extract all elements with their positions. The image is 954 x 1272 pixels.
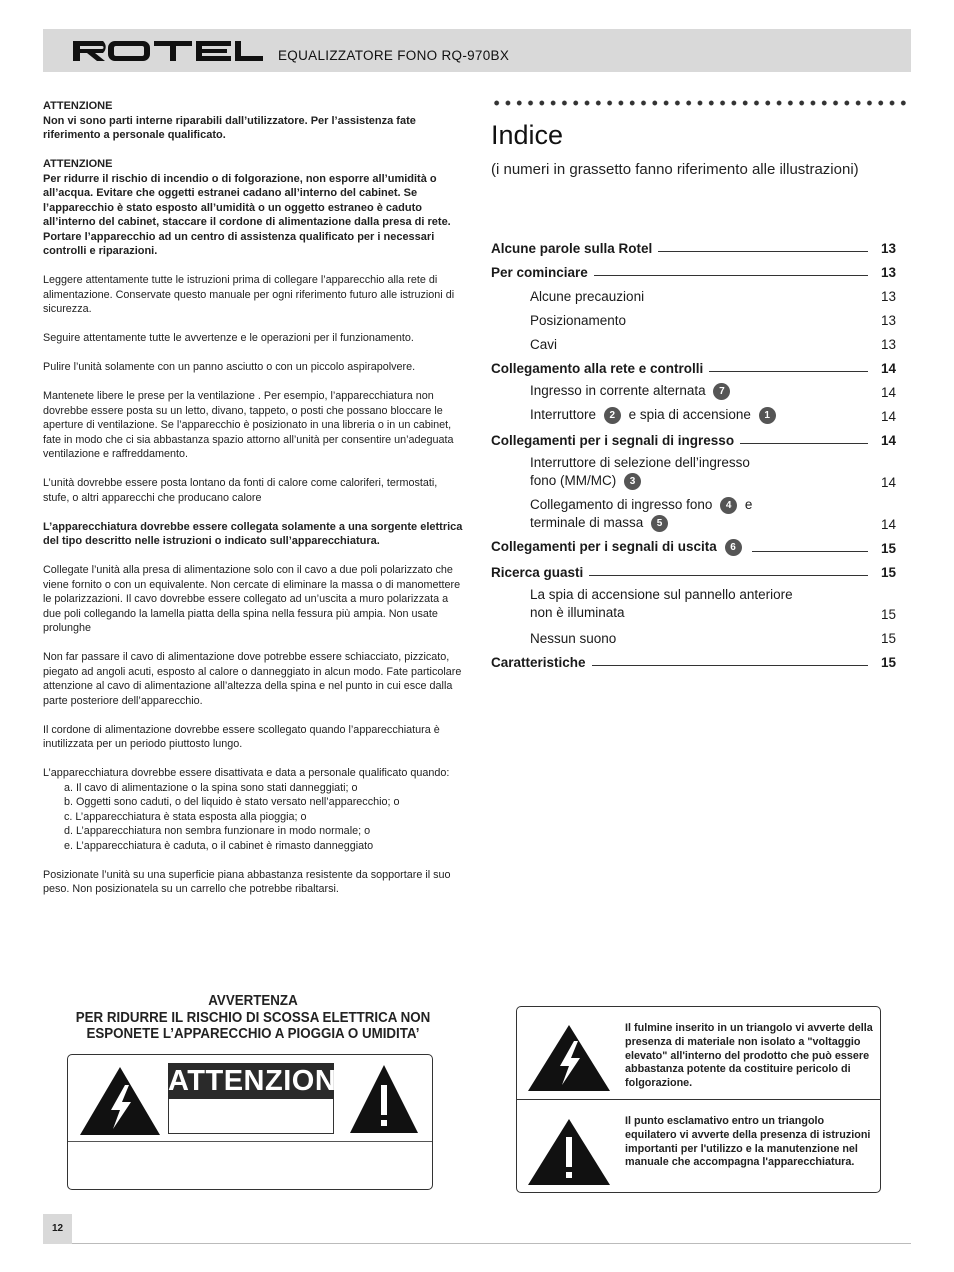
label-divider [68,1141,432,1142]
service-intro: L’apparecchiatura dovrebbe essere disattivata e data a personale qualificato quando: [43,767,450,779]
paragraph-cable-routing: Non far passare il cavo di alimentazione dove potrebbe essere schiacciato, pizzicato, piegato ad angoli acuti, esposto al calore o danneggiato in alcun modo. Fate particolare attenzione al cavo di alimentazione all’altezza della spina e nel punto in cui esce dalla parte posteriore dell’apparecchio. [43,651,462,707]
paragraph-heat: L’unità dovrebbe essere posta lontano da fonti di calore come caloriferi, termostati, stufe, o altri apparecchi che producano calore [43,477,438,504]
toc-entry-label: Interruttore 2 e spia di accensione 1 [530,407,780,424]
toc-entry-page: 13 [880,265,896,280]
illustration-badge: 1 [759,407,776,424]
toc-entry[interactable] [491,532,896,556]
toc-entry[interactable] [491,304,896,328]
toc-entry[interactable] [491,556,896,580]
paragraph-unplug: Il cordone di alimentazione dovrebbe essere scollegato quando l’apparecchiatura è inutilizzata per un periodo piuttosto lungo. [43,723,440,750]
toc-entry-page: 15 [880,631,896,646]
exclamation-explanation: Il punto esclamativo entro un triangolo equilatero vi avverte della presenza di istruzioni importanti per l'utilizzo e la manutenzione nel manuale che accompagna l'apparecchiatura. [625,1115,871,1169]
toc-entry[interactable] [491,424,896,448]
toc-entry[interactable] [491,280,896,304]
toc-entry-label: Collegamento di ingresso fono 4 e terminale di massa 5 [530,497,753,530]
leader-line [594,275,868,276]
warning-label [67,1054,433,1190]
toc-entry-label: Per cominciare [491,265,588,280]
toc-entry-label: Alcune precauzioni [530,289,645,304]
page-number: 12 [43,1214,72,1244]
toc-entry-page: 13 [880,241,896,256]
toc-entry-label: Collegamenti per i segnali di uscita 6 [491,539,746,556]
toc-entry-page: 13 [880,337,896,352]
attention-block-1 [43,99,463,143]
toc-entry-page: 14 [880,385,896,400]
toc-entry-label: Collegamenti per i segnali di ingresso [491,433,735,448]
warning-line-2: PER RIDURRE IL RISCHIO DI SCOSSA ELETTRICA NON [75,1009,431,1026]
toc-entry-page: 14 [880,475,896,490]
lightning-explanation: Il fulmine inserito in un triangolo vi avverte della presenza di materiale non isolato a "voltaggio elevato" all'interno del prodotto che può essere abbastanza potente da costituire pericolo di folgorazione. [625,1022,873,1090]
lightning-triangle-icon [526,1023,612,1093]
header-bar [43,29,911,72]
toc-entry-label: Cavi [530,337,558,352]
toc-entry-page: 15 [880,655,896,670]
exclamation-triangle-icon [526,1117,612,1187]
toc-entry[interactable] [491,400,896,424]
toc-entry-page: 15 [880,607,896,622]
paragraph-polarized-cable: Collegate l’unità alla presa di alimentazione solo con il cavo a due poli polarizzato che viene fornito o con un equivalente. Non cercate di eliminare la massa o di manomettere le polarizzazioni. Il cavo dovrebbe essere collegato ad un’uscita a muro polarizzata a due poli collegando la lamella piatta della spina nella fessura più ampia. Non usate prolunghe [43,564,461,634]
leader-line [740,443,868,444]
toc-entry-page: 13 [880,289,896,304]
service-list [43,781,463,854]
toc-entry-page: 15 [880,565,896,580]
paragraph-placement: Posizionate l’unità su una superficie piana abbastanza resistente da sopportare il suo peso. Non posizionatela su un carrello che potrebbe ribaltarsi. [43,868,451,895]
toc-entry[interactable] [491,646,896,670]
illustration-badge: 7 [713,383,730,400]
service-item: e. L’apparecchiatura è caduta, o il cabinet è rimasto danneggiato [64,839,374,852]
toc-entry[interactable] [491,490,896,532]
attention-body-2: Per ridurre il rischio di incendio o di folgorazione, non esporre all’umidità o all’acqua. Evitare che oggetti estranei cadano all’interno del cabinet. Se l’apparecchio è stato esposto all’umidità o un oggetto estraneo è caduto all’interno del cabinet, staccare il cordone di alimentazione dalla presa di rete. Portare l’apparecchio ad un centro di assistenza qualificato per i necessari controlli e riparazioni. [43,172,451,257]
toc-entry[interactable] [491,256,896,280]
toc-entry[interactable] [491,328,896,352]
toc-entry[interactable] [491,580,896,622]
service-item: d. L’apparecchiatura non sembra funzionare in modo normale; o [64,825,371,837]
leader-line [589,575,868,576]
toc-entry-page: 14 [880,517,896,532]
exclamation-triangle-icon [348,1063,420,1135]
paragraph-cleaning: Pulire l’unità solamente con un panno asciutto o con un piccolo aspirapolvere. [43,361,416,373]
toc-entry-page: 15 [880,541,896,556]
toc-entry-label: Ingresso in corrente alternata 7 [530,383,734,400]
toc-entry[interactable] [491,232,896,256]
toc-entry[interactable] [491,376,896,400]
dotted-separator [491,99,911,107]
warning-line-3: ESPONETE L’APPARECCHIO A PIOGGIA O UMIDITA’ [86,1026,420,1042]
toc-title: Indice [491,120,564,150]
toc-subtitle: (i numeri in grassetto fanno riferimento alle illustrazioni) [491,161,859,178]
shock-warning-heading [60,993,446,1043]
toc-entry[interactable] [491,622,896,646]
toc-entry-label: Posizionamento [530,313,627,328]
toc-entry-label: Interruttore di selezione dell’ingresso fono (MM/MC) 3 [530,455,750,488]
table-of-contents [491,232,896,670]
lightning-triangle-icon [78,1065,162,1137]
leader-line [709,371,868,372]
paragraph-service [43,766,463,853]
toc-entry[interactable] [491,352,896,376]
symbols-divider [517,1099,880,1100]
toc-entry-label: Collegamento alla rete e controlli [491,361,704,376]
attention-banner: ATTENZIONE [168,1065,357,1097]
illustration-badge: 4 [720,497,737,514]
toc-entry-label: Nessun suono [530,631,617,646]
toc-entry-page: 14 [880,409,896,424]
leader-line [752,551,868,552]
attention-block-2 [43,157,463,259]
illustration-badge: 6 [725,539,742,556]
service-item: c. L’apparecchiatura è stata esposta alla pioggia; o [64,810,307,823]
toc-entry-label: Caratteristiche [491,655,586,670]
footer-rule [72,1243,911,1244]
toc-entry-label: Ricerca guasti [491,565,584,580]
toc-entry-label: La spia di accensione sul pannello anteriore non è illuminata [530,587,793,620]
paragraph-power-source: L’apparecchiatura dovrebbe essere collegata solamente a una sorgente elettrica del tipo descritto nelle istruzioni o indicato sull’apparecchiatura. [43,520,463,547]
toc-entry-page: 14 [880,433,896,448]
attention-body-1: Non vi sono parti interne riparabili dall’utilizzatore. Per l’assistenza fate riferimento a personale qualificato. [43,114,416,141]
service-item: b. Oggetti sono caduti, o del liquido è stato versato nell’apparecchio; o [64,796,400,808]
attention-title-2: ATTENZIONE [43,158,113,170]
service-item: a. Il cavo di alimentazione o la spina sono stati danneggiati; o [64,781,358,794]
illustration-badge: 2 [604,407,621,424]
toc-entry-page: 13 [880,313,896,328]
illustration-badge: 5 [651,515,668,532]
document-title: EQUALIZZATORE FONO RQ-970BX [278,48,510,63]
paragraph-read-instructions: Leggere attentamente tutte le istruzioni prima di collegare l’apparecchio alla rete di alimentazione. Conservate questo manuale per ogni riferimento futuro alle istruzioni di sicurezza. [43,274,455,315]
paragraph-ventilation: Mantenete libere le prese per la ventilazione . Per esempio, l’apparecchiatura non dovrebbe essere posta su un letto, divano, tappeto, o posti che possano bloccare le aperture di ventilazione. Se l’apparecchio è posizionato in una libreria o in un cabinet, fate in modo che ci sia abbastanza spazio attorno all’unità per consentire un’adeguata ventilazione e raffreddamento. [43,390,454,460]
attention-title-1: ATTENZIONE [43,100,113,112]
toc-entry-label: Alcune parole sulla Rotel [491,241,653,256]
symbols-explanation [516,1006,881,1193]
safety-instructions [43,99,463,911]
paragraph-follow-warnings: Seguire attentamente tutte le avvertenze e le operazioni per il funzionamento. [43,332,414,344]
toc-entry[interactable] [491,448,896,490]
warning-line-1: AVVERTENZA [208,993,298,1009]
rotel-logo [71,38,263,64]
leader-line [592,665,868,666]
toc-entry-page: 14 [880,361,896,376]
illustration-badge: 3 [624,473,641,490]
leader-line [658,251,868,252]
attention-blank-area [168,1099,334,1134]
